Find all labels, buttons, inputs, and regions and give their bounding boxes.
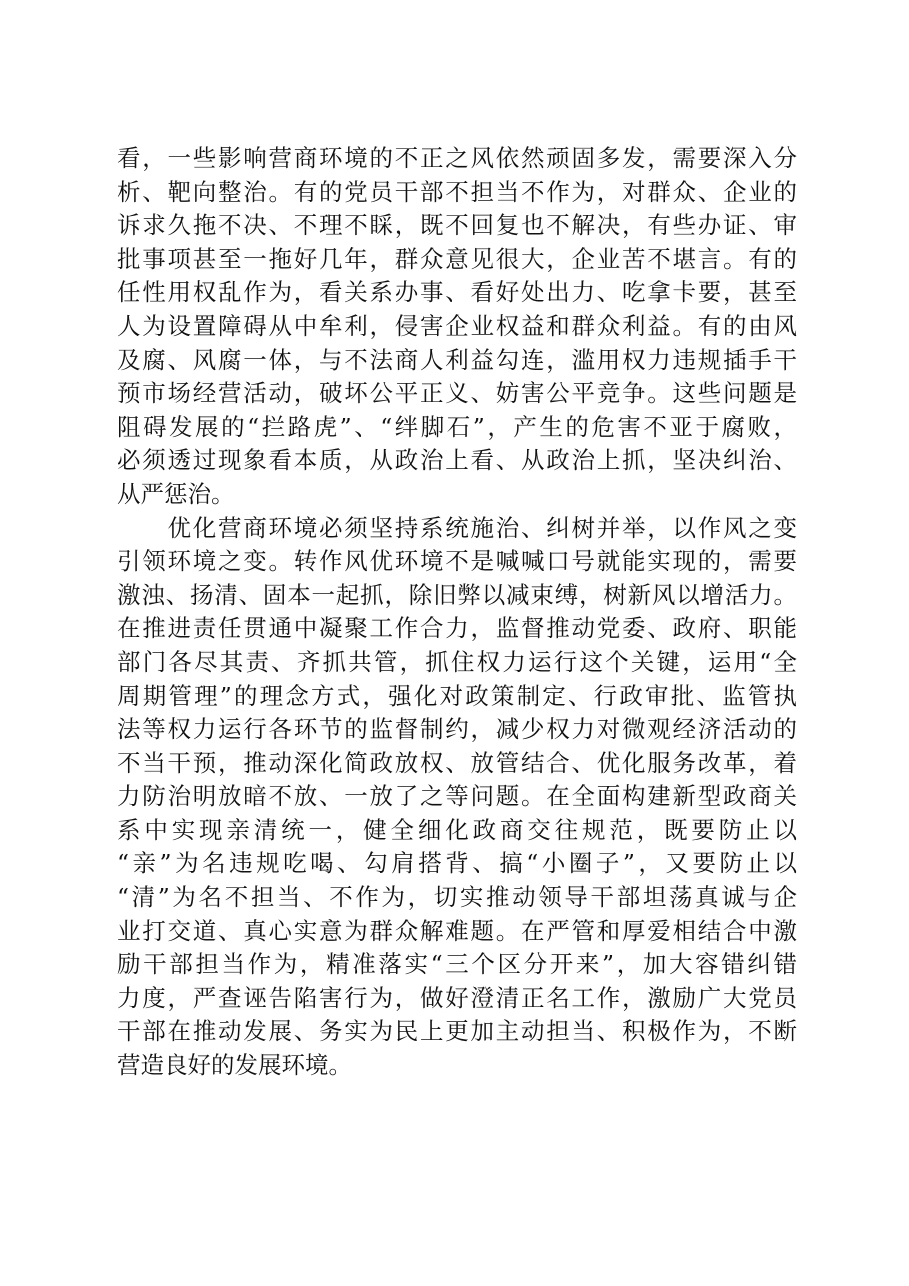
text-line: 系中实现亲清统一，健全细化政商交往规范，既要防止以: [117, 815, 797, 844]
text-line: 必须透过现象看本质，从政治上看、从政治上抓，坚决纠治、: [117, 446, 797, 475]
text-line: 看，一些影响营商环境的不正之风依然顽固多发，需要深入分: [117, 144, 797, 172]
text-line: 不当干预，推动深化简政放权、放管结合、优化服务改革，着: [117, 748, 797, 777]
text-line: 法等权力运行各环节的监督制约，减少权力对微观经济活动的: [117, 715, 797, 744]
text-line: 周期管理”的理念方式，强化对政策制定、行政审批、监管执: [117, 681, 797, 710]
text-line: 任性用权乱作为，看关系办事、看好处出力、吃拿卡要，甚至: [117, 278, 797, 307]
text-line: 在推进责任贯通中凝聚工作合力，监督推动党委、政府、职能: [117, 614, 797, 643]
paragraph-2: [117, 512, 797, 1083]
text-line: 力防治明放暗不放、一放了之等问题。在全面构建新型政商关: [117, 782, 797, 811]
text-line: “亲”为名违规吃喝、勾肩搭背、搞“小圈子”，又要防止以: [117, 849, 797, 878]
text-line: 人为设置障碍从中牟利，侵害企业权益和群众利益。有的由风: [117, 311, 797, 340]
text-line: 干部在推动发展、务实为民上更加主动担当、积极作为，不断: [117, 1017, 797, 1046]
text-line: 析、靶向整治。有的党员干部不担当不作为，对群众、企业的: [117, 177, 797, 206]
text-line: 励干部担当作为，精准落实“三个区分开来”，加大容错纠错: [117, 950, 797, 979]
text-line: 力度，严查诬告陷害行为，做好澄清正名工作，激励广大党员: [117, 983, 797, 1012]
text-line: 及腐、风腐一体，与不法商人利益勾连，滥用权力违规插手干: [117, 345, 797, 374]
text-line: 营造良好的发展环境。: [117, 1051, 352, 1080]
text-line: 激浊、扬清、固本一起抓，除旧弊以减束缚，树新风以增活力。: [117, 580, 797, 609]
text-line: 业打交道、真心实意为群众解难题。在严管和厚爱相结合中激: [117, 916, 797, 945]
text-line: 部门各尽其责、齐抓共管，抓住权力运行这个关键，运用“全: [117, 647, 797, 676]
article-body: [117, 142, 797, 1083]
text-line: 批事项甚至一拖好几年，群众意见很大，企业苦不堪言。有的: [117, 244, 797, 273]
text-line: 预市场经营活动，破坏公平正义、妨害公平竞争。这些问题是: [117, 379, 797, 408]
paragraph-1: [117, 142, 797, 512]
text-line: 从严惩治。: [117, 479, 235, 508]
text-line: 优化营商环境必须坚持系统施治、纠树并举，以作风之变: [117, 513, 797, 542]
text-line: 引领环境之变。转作风优环境不是喊喊口号就能实现的，需要: [117, 547, 797, 576]
text-line: 阻碍发展的“拦路虎”、“绊脚石”，产生的危害不亚于腐败，: [117, 412, 797, 441]
text-line: 诉求久拖不决、不理不睬，既不回复也不解决，有些办证、审: [117, 211, 797, 240]
text-line: “清”为名不担当、不作为，切实推动领导干部坦荡真诚与企: [117, 883, 797, 912]
